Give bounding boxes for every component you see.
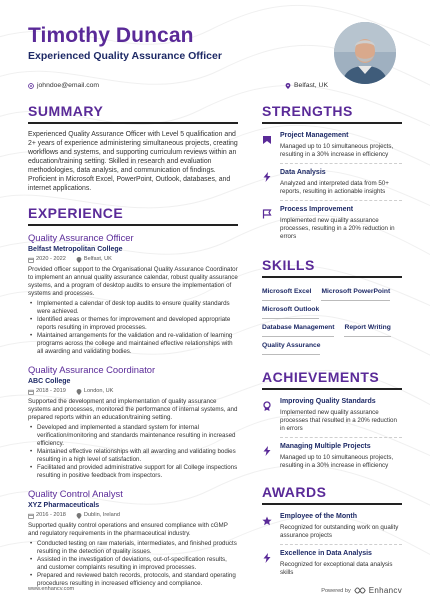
strengths-section <box>262 103 402 241</box>
job-location-text: Belfast, UK <box>83 256 112 262</box>
skill-row <box>262 301 402 319</box>
award-text: Recognized for outstanding work on quality assurance projects <box>280 524 399 539</box>
job-bullets <box>28 540 238 588</box>
job-location <box>76 388 114 395</box>
section-divider <box>28 122 238 124</box>
enhancv-logo-icon <box>354 587 366 594</box>
brand-name: Enhancv <box>368 586 402 595</box>
skill-tag: Microsoft Excel <box>262 283 311 301</box>
resume-header <box>28 24 328 89</box>
job-bullet: • Implemented a calendar of desk top audits to ensure quality standards were achieved. <box>28 300 238 316</box>
location-contact <box>285 82 328 89</box>
lightning-icon <box>262 549 272 577</box>
job-dates-text: 2016 - 2018 <box>36 512 66 518</box>
summary-text: Experienced Quality Assurance Officer with Level 5 qualification and 2+ years of experience administering simultaneous projects, creating workflows and systems, and supporting curriculum reviews within an education/training setting. Skilled in research and evaluation methodologies, data analysis, and communication of findings. Proficient in Microsoft Excel, PowerPoint, Outlook, databases, and internet applications. <box>28 131 238 192</box>
achievement-item <box>262 442 402 470</box>
awards-title: AWARDS <box>262 484 327 500</box>
award-item <box>262 549 402 577</box>
skill-row <box>262 283 402 301</box>
contact-row <box>28 82 328 89</box>
summary-title: SUMMARY <box>28 103 104 119</box>
job-title: Quality Assurance Officer <box>28 232 134 243</box>
email-contact[interactable] <box>28 82 99 89</box>
achievements-section <box>262 369 402 470</box>
strength-item <box>262 205 402 241</box>
skill-row <box>262 319 402 337</box>
skill-tag: Quality Assurance <box>262 337 320 355</box>
location-pin-icon <box>285 83 291 89</box>
award-title: Employee of the Month <box>280 513 357 520</box>
skill-tag: Database Management <box>262 319 334 337</box>
section-divider <box>28 224 238 226</box>
profile-photo <box>334 22 396 84</box>
achievement-title: Managing Multiple Projects <box>280 443 371 450</box>
star-icon <box>262 512 272 540</box>
section-divider <box>262 122 402 124</box>
job-bullet: • Assisted in the investigation of deviations, out-of-specification results, and customer complaints resulting in improved processes. <box>28 556 238 572</box>
calendar-icon <box>28 257 34 263</box>
location-pin-icon <box>76 513 82 519</box>
achievement-text: Managed up to 10 simultaneous projects, resulting in a 30% increase in efficiency <box>280 454 394 469</box>
job-bullet: • Identified areas or themes for improvement and developed appropriate reports resulting in improved processes. <box>28 316 238 332</box>
skill-tag: Report Writing <box>344 319 390 337</box>
job-location-text: Dublin, Ireland <box>83 512 120 518</box>
job-bullets <box>28 424 238 480</box>
skills-title: SKILLS <box>262 257 315 273</box>
job-description: Supported the development and implementation of quality assurance systems and processes, monitored the performance of internal systems, and prepared reports within an education/training setting. <box>28 398 238 421</box>
strength-title: Data Analysis <box>280 169 326 176</box>
job-dates-text: 2018 - 2019 <box>36 388 66 394</box>
experience-entry <box>28 232 238 356</box>
job-dates <box>28 256 66 263</box>
strength-text: Managed up to 10 simultaneous projects, resulting in a 30% increase in efficiency <box>280 143 394 158</box>
job-meta <box>28 388 238 395</box>
achievements-title: ACHIEVEMENTS <box>262 369 380 385</box>
strengths-title: STRENGTHS <box>262 103 353 119</box>
award-item <box>262 512 402 540</box>
lightning-icon <box>262 442 272 470</box>
job-bullet: • Prepared and reviewed batch records, protocols, and standard operating procedures resulting in increased efficiency and compliance. <box>28 572 238 588</box>
job-location-text: London, UK <box>83 388 114 394</box>
skills-section <box>262 257 402 355</box>
strength-title: Process Improvement <box>280 206 354 213</box>
achievement-item <box>262 397 402 433</box>
job-dates-text: 2020 - 2022 <box>36 256 66 262</box>
job-meta <box>28 512 238 519</box>
avatar-illustration <box>334 22 396 84</box>
strength-text: Implemented new quality assurance processes, resulting in a 20% reduction in errors <box>280 217 395 240</box>
job-description: Provided officer support to the Organisational Quality Assurance Coordinator to implement an annual quality assurance calendar, robust quality assurance systems, and a program of desktop audits to ensure the implementation of systems and processes. <box>28 266 238 297</box>
candidate-headline: Experienced Quality Assurance Officer <box>28 50 222 62</box>
job-meta <box>28 256 238 263</box>
section-divider <box>262 503 402 505</box>
company-name: ABC College <box>28 378 71 385</box>
resume-footer <box>28 586 402 595</box>
job-bullet: • Maintained arrangements for the validation and re-validation of learning programs across the college and maintained effective relationships with all awarding and validating bodies. <box>28 332 238 356</box>
powered-by-text: Powered by <box>321 587 351 594</box>
experience-title: EXPERIENCE <box>28 205 124 221</box>
skills-list <box>262 283 402 355</box>
strength-item <box>262 131 402 159</box>
flag-outline-icon <box>262 205 272 241</box>
right-column <box>262 103 402 577</box>
candidate-name: Timothy Duncan <box>28 24 194 47</box>
footer-website[interactable]: www.enhancv.com <box>28 586 75 592</box>
at-icon <box>28 83 34 89</box>
item-divider <box>280 200 402 201</box>
medal-icon <box>262 397 272 433</box>
calendar-icon <box>28 389 34 395</box>
job-bullet: • Facilitated and provided administrative support for all College inspections resulting in positive feedback from inspectors. <box>28 464 238 480</box>
section-divider <box>262 276 402 278</box>
summary-section <box>28 103 238 193</box>
flag-icon <box>262 131 272 159</box>
job-bullet: • Maintained effective relationships with all awarding and validating bodies resulting in a high level of satisfaction. <box>28 448 238 464</box>
strength-item <box>262 168 402 196</box>
job-description: Supported quality control operations and ensured compliance with cGMP and regulatory requirements in the pharmaceutical industry. <box>28 522 228 537</box>
achievement-title: Improving Quality Standards <box>280 398 376 405</box>
job-title: Quality Control Analyst <box>28 488 123 499</box>
skill-tag: Microsoft PowerPoint <box>321 283 390 301</box>
skill-tag: Microsoft Outlook <box>262 301 319 319</box>
award-title: Excellence in Data Analysis <box>280 550 372 557</box>
company-name: Belfast Metropolitan College <box>28 246 123 253</box>
footer-brand <box>321 586 402 595</box>
skill-row <box>262 337 402 355</box>
calendar-icon <box>28 513 34 519</box>
job-bullet: • Conducted testing on raw materials, intermediates, and finished products resulting in the detection of quality issues. <box>28 540 238 556</box>
job-title: Quality Assurance Coordinator <box>28 364 156 375</box>
achievement-text: Implemented new quality assurance processes that resulted in a 20% reduction in errors <box>280 409 397 432</box>
job-bullets <box>28 300 238 356</box>
experience-entry <box>28 488 238 588</box>
award-text: Recognized for exceptional data analysis skills <box>280 561 393 576</box>
job-bullet: • Developed and implemented a standard system for internal verification/monitoring and standards maintenance resulting in increased efficiency. <box>28 424 238 448</box>
experience-entry <box>28 364 238 480</box>
section-divider <box>262 388 402 390</box>
location-pin-icon <box>76 257 82 263</box>
experience-section <box>28 205 238 588</box>
job-location <box>76 256 112 263</box>
item-divider <box>280 544 402 545</box>
location-text: Belfast, UK <box>294 82 328 89</box>
email-text: johndoe@email.com <box>37 82 100 89</box>
item-divider <box>280 163 402 164</box>
lightning-icon <box>262 168 272 196</box>
location-pin-icon <box>76 389 82 395</box>
awards-section <box>262 484 402 577</box>
job-location <box>76 512 120 519</box>
strength-title: Project Management <box>280 132 349 139</box>
job-dates <box>28 388 66 395</box>
company-name: XYZ Pharmaceuticals <box>28 502 100 509</box>
left-column <box>28 103 238 588</box>
strength-text: Analyzed and interpreted data from 50+ reports, resulting in actionable insights <box>280 180 389 195</box>
job-dates <box>28 512 66 519</box>
item-divider <box>280 437 402 438</box>
